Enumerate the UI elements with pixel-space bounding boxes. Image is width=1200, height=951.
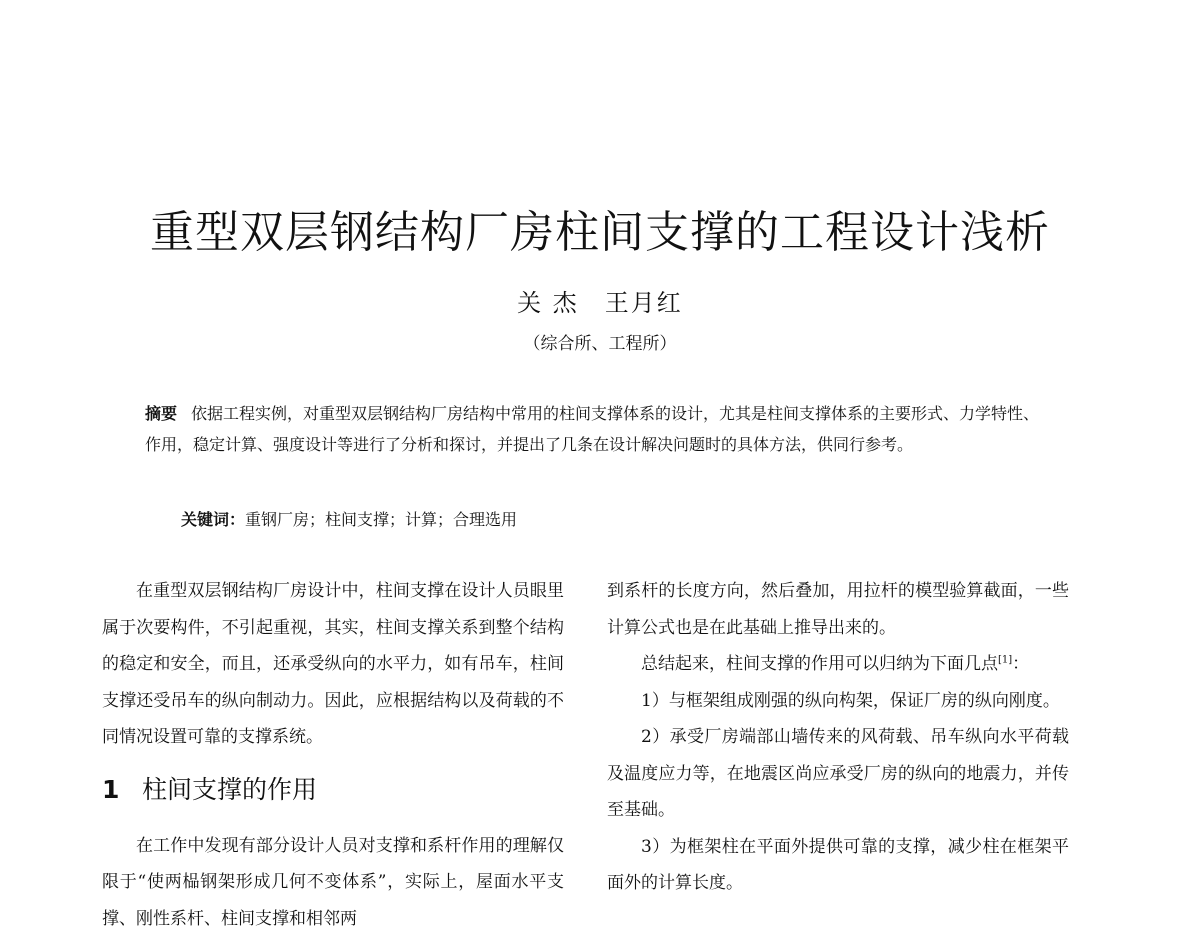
section-heading: [102, 770, 564, 810]
keywords-text: 重钢厂房；柱间支撑；计算；合理选用: [245, 510, 518, 529]
list-item-1: 1）与框架组成刚强的纵向构架，保证厂房的纵向刚度。: [641, 690, 1060, 711]
abstract-block: [145, 398, 1050, 460]
keywords-block: [181, 508, 1041, 532]
section-paragraph: 在工作中发现有部分设计人员对支撑和系杆作用的理解仅限于“使两榀钢架形成几何不变体系”，实际上，屋面水平支撑、刚性系杆、柱间支撑和相邻两: [102, 835, 564, 929]
list-item-2: 2）承受厂房端部山墙传来的风荷载、吊车纵向水平荷载及温度应力等，在地震区尚应承受厂房的纵向的地震力，并传至基础。: [607, 727, 1069, 820]
intro-paragraph: 在重型双层钢结构厂房设计中，柱间支撑在设计人员眼里属于次要构件，不引起重视，其实，柱间支撑关系到整个结构的稳定和安全，而且，还承受纵向的水平力，如有吊车，柱间支撑还受吊车的纵向制动力。因此，应根据结构以及荷载的不同情况设置可靠的支撑系统。: [102, 581, 564, 747]
list-item-3: 3）为框架柱在平面外提供可靠的支撑，减少柱在框架平面外的计算长度。: [607, 836, 1069, 893]
abstract-label: 摘要: [145, 404, 178, 423]
abstract-text: 依据工程实例，对重型双层钢结构厂房结构中常用的柱间支撑体系的设计，尤其是柱间支撑体系的主要形式、力学特性、作用，稳定计算、强度设计等进行了分析和探讨，并提出了几条在设计解决问题时的具体方法，供同行参考。: [145, 404, 1040, 454]
left-column: [102, 573, 564, 937]
citation-ref: [1]: [998, 654, 1013, 666]
section-number: 1: [102, 774, 120, 804]
summary-text: 总结起来，柱间支撑的作用可以归纳为下面几点: [641, 654, 998, 674]
summary-end: ：: [1012, 654, 1030, 674]
right-column: [607, 573, 1069, 902]
paper-title: 重型双层钢结构厂房柱间支撑的工程设计浅析: [150, 207, 1050, 258]
continued-paragraph: 到系杆的长度方向，然后叠加，用拉杆的模型验算截面，一些计算公式也是在此基础上推导出来的。: [607, 581, 1069, 638]
paper-affiliation: （综合所、工程所）: [523, 334, 677, 354]
paper-authors: 关 杰 王月红: [517, 289, 683, 317]
summary-paragraph: [607, 646, 1069, 683]
keywords-label: 关键词：: [181, 510, 246, 529]
section-title: 柱间支撑的作用: [142, 774, 318, 804]
